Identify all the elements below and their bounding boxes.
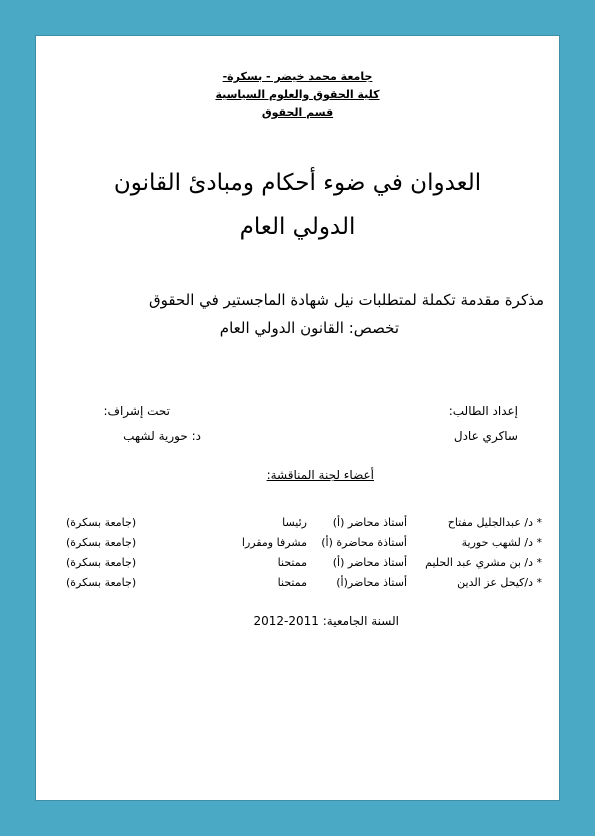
member-role: رئيسا [282,515,307,529]
member-institution: (جامعة بسكرة) [66,535,137,549]
member-rank: أستاذ محاضر (أ) [332,515,407,529]
thesis-purpose: مذكرة مقدمة تكملة لمتطلبات نيل شهادة الماجستير في الحقوق [149,291,544,309]
member-name: * د/ بن مشري عبد الحليم [425,555,542,569]
academic-year-value: 2011-2012 [253,614,319,628]
supervisor-label: تحت إشراف: [103,404,170,418]
student-label: إعداد الطالب: [448,404,518,418]
member-rank: أستاذة محاضرة (أ) [321,535,407,549]
member-rank: أستاذ محاضر (أ) [332,555,407,569]
table-row [66,512,542,532]
thesis-title-line2: الدولي العام [239,214,356,240]
member-name: * د/ عبدالجليل مفتاح [447,515,542,529]
supervisor-name: د: حورية لشهب [123,429,201,443]
member-institution: (جامعة بسكرة) [66,555,137,569]
academic-year [253,614,399,628]
table-row [66,572,542,592]
member-institution: (جامعة بسكرة) [66,575,137,589]
thesis-specialization: تخصص: القانون الدولي العام [219,319,399,337]
member-name: * د/كيحل عز الدين [457,575,542,589]
committee-members-table [66,512,542,592]
table-row [66,552,542,572]
faculty-name: كلية الحقوق والعلوم السياسية [215,88,380,101]
department-name: قسم الحقوق [261,106,334,119]
member-rank: أستاذ محاضر(أ) [336,575,407,589]
member-role: ممتحنا [277,575,307,589]
university-name: جامعة محمد خيضر - بسكرة- [222,70,373,83]
committee-label: أعضاء لجنة المناقشة: [266,468,374,482]
student-name: ساكري عادل [453,429,518,443]
member-institution: (جامعة بسكرة) [66,515,137,529]
member-role: ممتحنا [277,555,307,569]
document-page [36,36,559,800]
thesis-title-line1: العدوان في ضوء أحكام ومبادئ القانون [113,170,482,196]
member-name: * د/ لشهب حورية [461,535,542,549]
table-row [66,532,542,552]
member-role: مشرفا ومقررا [241,535,307,549]
academic-year-label: السنة الجامعية: [322,614,399,628]
